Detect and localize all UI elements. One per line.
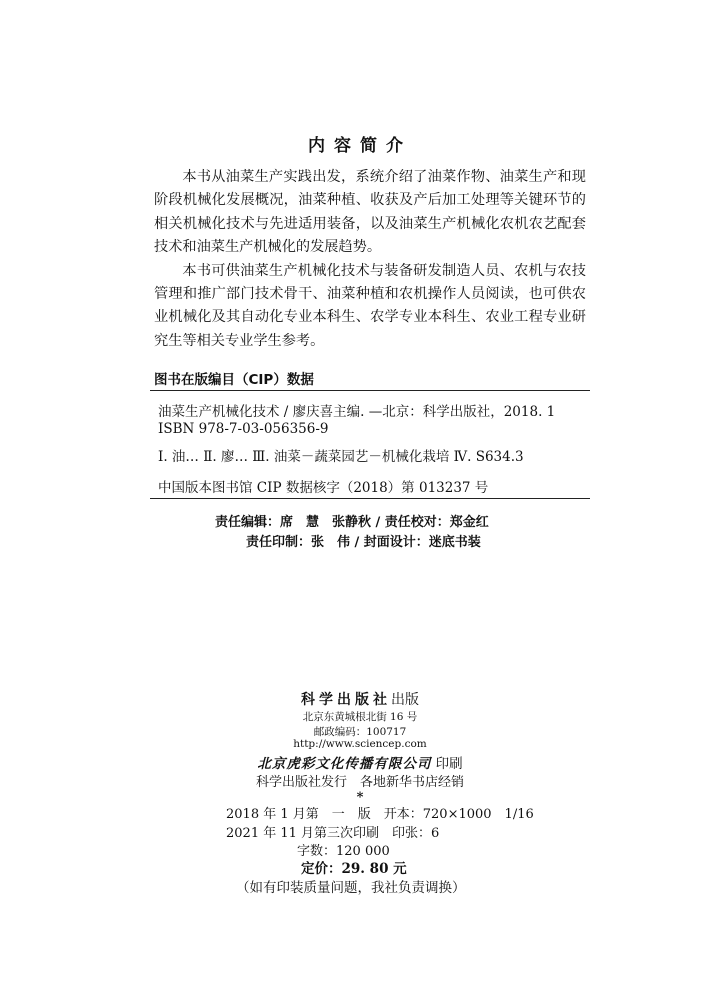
impression-line: 2021 年 11 月第三次印刷 印张：6 — [226, 826, 440, 841]
editor-credits: 责任编辑：席 慧 张静秋 / 责任校对：郑金红 — [215, 515, 489, 530]
cip-classification: Ⅰ. 油… Ⅱ. 廖… Ⅲ. 油菜－蔬菜园艺－机械化栽培 Ⅳ. S634.3 — [158, 449, 524, 465]
synopsis-paragraph-1: 本书从油菜生产实践出发，系统介绍了油菜作物、油菜生产和现阶段机械化发展概况，油菜种植、收获及产后加工处理等关键环节的相关机械化技术与先进适用装备，以及油菜生产机械化农机农艺配套技术和油菜生产机械化的发展趋势。 — [154, 169, 586, 256]
quality-note: （如有印装质量问题，我社负责调换） — [236, 880, 466, 896]
publisher-line — [0, 689, 720, 709]
cip-book-line: 油菜生产机械化技术 / 廖庆喜主编. —北京：科学出版社，2018. 1 — [158, 404, 556, 420]
distribution: 科学出版社发行 各地新华书店经销 — [255, 775, 464, 790]
cip-number: 中国版本图书馆 CIP 数据核字（2018）第 013237 号 — [158, 480, 489, 496]
edition-line: 2018 年 1 月第 一 版 开本：720×1000 1/16 — [226, 807, 534, 822]
cip-top-rule — [150, 390, 590, 391]
price: 定价：29. 80 元 — [301, 861, 407, 877]
separator-star: * — [356, 790, 364, 805]
printer-suffix: 印刷 — [435, 756, 463, 772]
synopsis-body — [154, 166, 586, 353]
publisher-url: http://www.sciencep.com — [293, 738, 427, 750]
postcode: 邮政编码：100717 — [313, 726, 407, 738]
printer-name: 北京虎彩文化传播有限公司 — [257, 756, 432, 772]
printer-line — [0, 752, 720, 772]
cip-bottom-rule — [150, 498, 590, 499]
word-count: 字数：120 000 — [297, 844, 390, 859]
cip-isbn: ISBN 978-7-03-056356-9 — [158, 421, 329, 437]
publisher-suffix: 出版 — [391, 692, 419, 708]
publisher-address: 北京东黄城根北街 16 号 — [302, 711, 418, 723]
publisher-name: 科学出版社 — [301, 692, 391, 708]
synopsis-title: 内容简介 — [308, 136, 412, 156]
production-credits: 责任印制：张 伟 / 封面设计：迷底书装 — [246, 535, 481, 550]
synopsis-paragraph-2: 本书可供油菜生产机械化技术与装备研发制造人员、农机与农技管理和推广部门技术骨干、油菜种植和农机操作人员阅读，也可供农业机械化及其自动化专业本科生、农学专业本科生、农业工程专业研究生等相关专业学生参考。 — [154, 262, 586, 349]
cip-heading: 图书在版编目（CIP）数据 — [154, 372, 314, 388]
